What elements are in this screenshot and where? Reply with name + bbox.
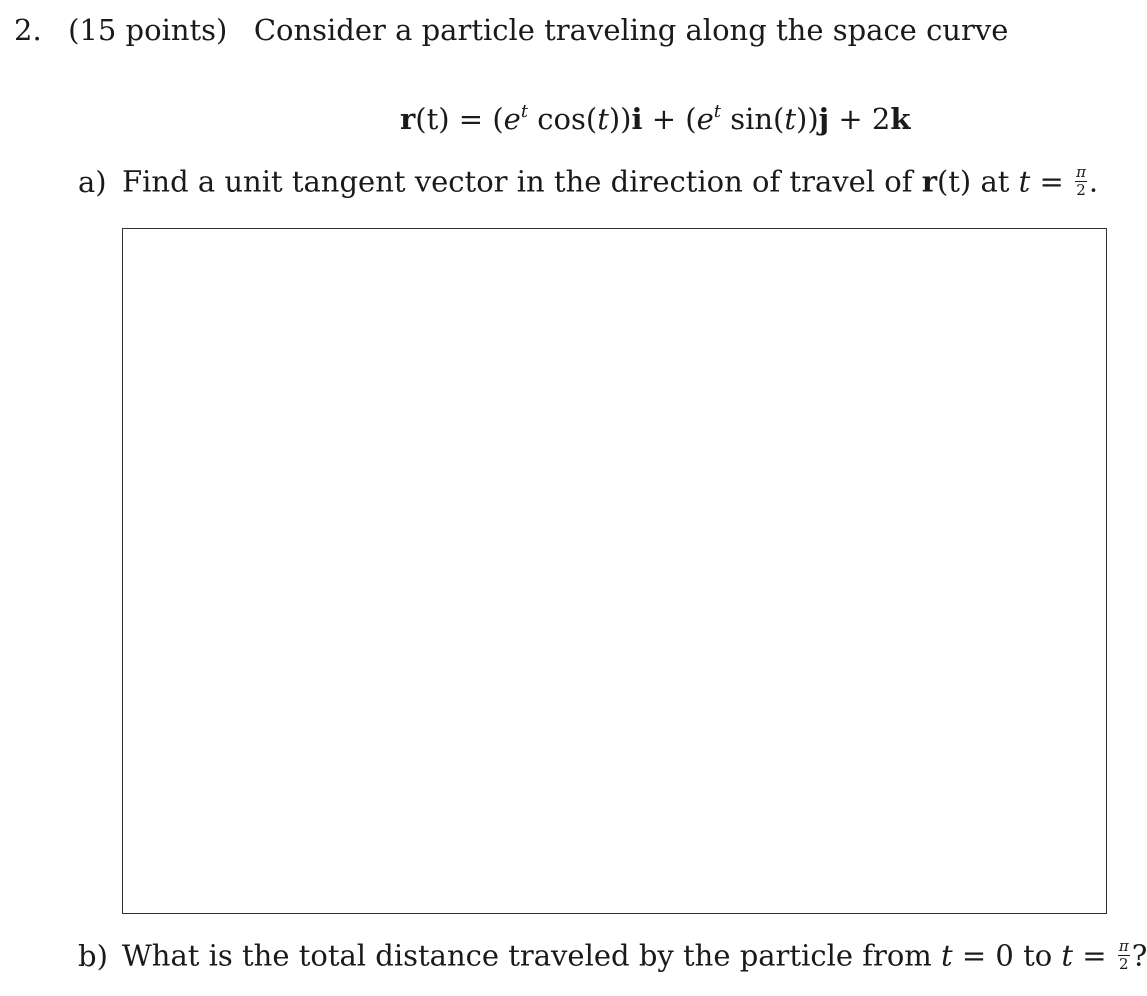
eq-term1-exponent: t — [520, 101, 529, 122]
space-curve-equation — [400, 103, 910, 134]
part-a-frac-num: π — [1076, 163, 1086, 181]
eq-lhs-vector: r — [400, 102, 416, 136]
part-a-label: a) — [78, 164, 107, 199]
eq-term2-base: e — [696, 102, 714, 136]
eq-term1-unit: i — [631, 102, 643, 136]
part-b-text: What is the total distance traveled by the particle from — [122, 938, 942, 973]
part-b-var2: t — [1061, 938, 1074, 973]
eq-term1-base: e — [503, 102, 521, 136]
eq-term1-var: t — [597, 102, 609, 136]
part-b-frac-den: 2 — [1118, 955, 1129, 973]
part-a-frac-den: 2 — [1076, 181, 1086, 199]
part-a-text: Find a unit tangent vector in the direction of travel of — [122, 164, 922, 199]
part-a-end: . — [1088, 164, 1099, 199]
eq-term2-close: )) — [796, 102, 819, 136]
answer-box-part-a[interactable] — [122, 228, 1107, 914]
part-b-label: b) — [78, 938, 108, 973]
part-a-arg: (t) — [936, 164, 972, 199]
part-a-fraction — [1075, 165, 1087, 198]
part-b-fraction — [1118, 939, 1130, 972]
eq-term1-func: cos( — [528, 102, 598, 136]
eq-lhs-arg: (t) — [415, 102, 450, 136]
part-b-eq1: = 0 to — [952, 938, 1062, 973]
eq-term2-unit: j — [818, 102, 830, 136]
part-b-end: ? — [1131, 938, 1147, 973]
part-a-equals: = — [1030, 164, 1074, 199]
part-a-var: t — [1018, 164, 1031, 199]
eq-equals: = — [449, 102, 493, 136]
eq-term1-close: )) — [608, 102, 632, 136]
problem-statement: Consider a particle traveling along the space curve — [253, 13, 1009, 47]
eq-term1-open: ( — [492, 102, 504, 136]
eq-term2-exponent: t — [713, 101, 721, 122]
problem-number: 2. — [14, 13, 42, 47]
eq-term2-open: ( — [685, 102, 697, 136]
problem-header — [14, 13, 1009, 47]
eq-plus-1: + — [642, 102, 686, 136]
part-b-eq2: = — [1073, 938, 1116, 973]
eq-term3-unit: k — [890, 102, 911, 136]
part-a-vector: r — [921, 164, 937, 199]
part-b-frac-num: π — [1118, 937, 1129, 955]
problem-points: (15 points) — [68, 13, 228, 47]
eq-term2-var: t — [784, 102, 797, 136]
eq-term2-func: sin( — [721, 102, 785, 136]
part-a-at: at — [971, 164, 1019, 199]
part-b-question — [78, 937, 1147, 974]
eq-plus-2: + 2 — [829, 102, 891, 136]
part-b-var1: t — [941, 938, 953, 973]
part-a-question — [78, 163, 1099, 200]
